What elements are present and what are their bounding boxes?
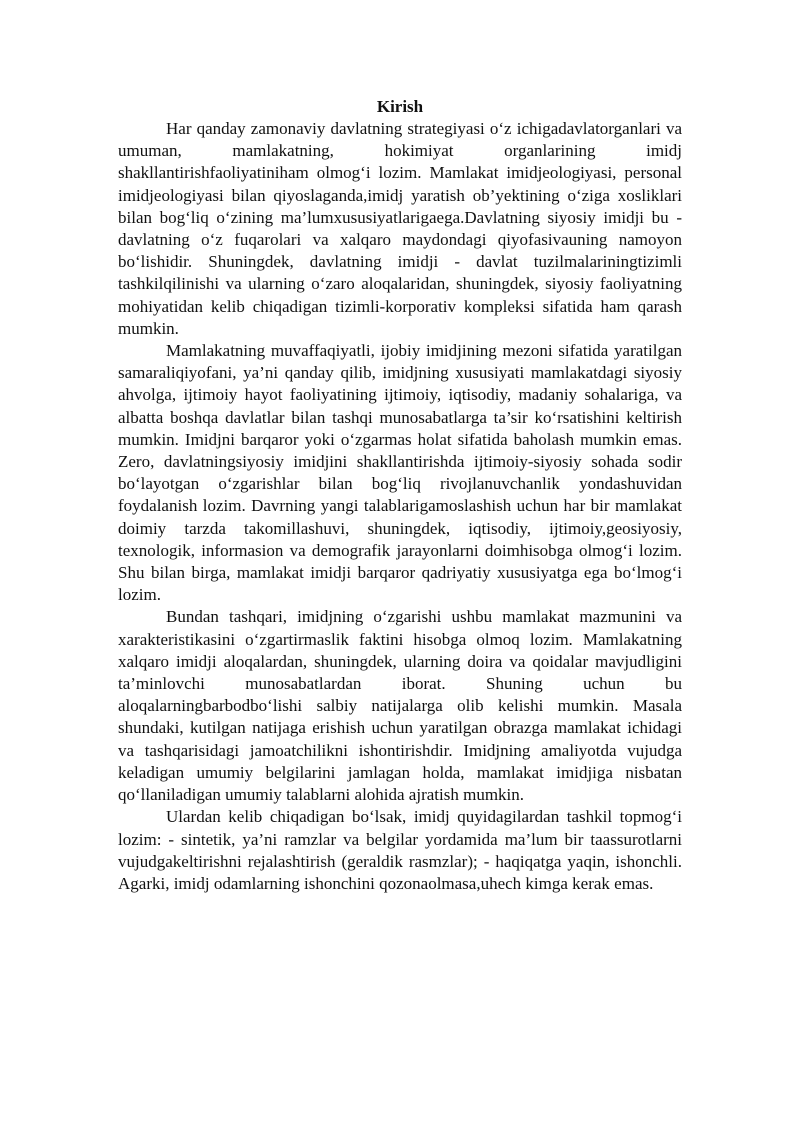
document-page bbox=[118, 96, 682, 895]
paragraph-4: Ulardan kelib chiqadigan bo‘lsak, imidj quyidagilardan tashkil topmog‘i lozim: - sintetik, ya’ni ramzlar va belgilar yordamida ma’lum bir taassurotlarni vujudgakeltirishni rejalashtirish (geraldik rasmzlar); - haqiqatga yaqin, ishonchli. Agarki, imidj odamlarning ishonchini qozonaolmasa,uhech kimga kerak emas. bbox=[118, 807, 682, 893]
page-title: Kirish bbox=[376, 97, 424, 116]
paragraph-1: Har qanday zamonaviy davlatning strategiyasi o‘z ichigadavlatorganlari va umuman, mamlakatning, hokimiyat organlarining imidj shakllantirishfaoliyatiniham olmog‘i lozim. Mamlakat imidjeologiyasi, personal imidjeologiyasi bilan qiyoslaganda,imidj yaratish ob’yektining o‘ziga xosliklari bilan bog‘liq o‘zining ma’lumxususiyatlarigaega.Davlatning siyosiy imidji bu - davlatning o‘z fuqarolari va xalqaro maydondagi qiyofasivauning namoyon bo‘lishidir. Shuningdek, davlatning imidji - davlat tuzilmalariningtizimli tashkilqilinishi va ularning o‘zaro aloqalaridan, shuningdek, siyosiy faoliyatning mohiyatidan kelib chiqadigan tizimli-korporativ kompleksi sifatida ham qarash mumkin. bbox=[118, 119, 682, 338]
paragraph-2: Mamlakatning muvaffaqiyatli, ijobiy imidjining mezoni sifatida yaratilgan samaraliqiyofani, ya’ni qanday qilib, imidjning xususiyati mamlakatdagi siyosiy ahvolga, ijtimoiy hayot faoliyatining ijtimoiy, iqtisodiy, madaniy sohalariga, va albatta boshqa davlatlar bilan tashqi munosabatlarga ta’sir ko‘rsatishini keltirish mumkin. Imidjni barqaror yoki o‘zgarmas holat sifatida baholash mumkin emas. Zero, davlatningsiyosiy imidjini shakllantirishda ijtimoiy-siyosiy sohada sodir bo‘layotgan o‘zgarishlar bilan bog‘liq rivojlanuvchanlik yondashuvidan foydalanish lozim. Davrning yangi talablarigamoslashish uchun har bir mamlakat doimiy tarzda takomillashuvi, shuningdek, iqtisodiy, ijtimoiy,geosiyosiy, texnologik, informasion va demografik jarayonlarni doimhisobga olmog‘i lozim. Shu bilan birga, mamlakat imidji barqaror qadriyatiy xususiyatga ega bo‘lmog‘i lozim. bbox=[118, 341, 682, 605]
paragraph-3: Bundan tashqari, imidjning o‘zgarishi ushbu mamlakat mazmunini va xarakteristikasini o‘zgartirmaslik faktini hisobga olmoq lozim. Mamlakatning xalqaro imidji aloqalardan, shuningdek, ularning doira va qoidalar mavjudligini ta’minlovchi munosabatlardan iborat. Shuning uchun bu aloqalarningbarbodbo‘lishi salbiy natijalarga olib kelishi mumkin. Masala shundaki, kutilgan natijaga erishish uchun yaratilgan obrazga mamlakat ichidagi va tashqarisidagi jamoatchilikni ishontirishdir. Imidjning amaliyotda vujudga keladigan umumiy belgilarini jamlagan holda, mamlakat imidjiga nisbatan qo‘llaniladigan umumiy talablarni alohida ajratish mumkin. bbox=[118, 607, 682, 805]
